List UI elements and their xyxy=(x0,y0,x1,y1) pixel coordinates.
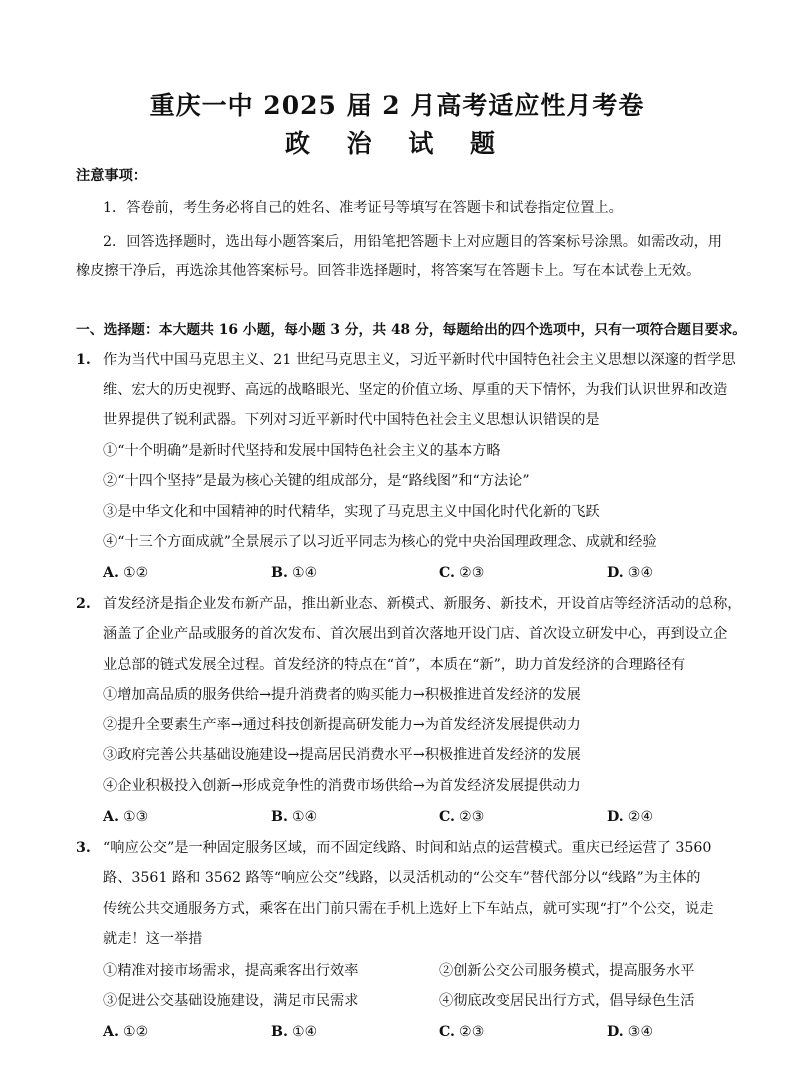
section-heading: 一、选择题：本大题共 16 小题，每小题 3 分，共 48 分，每题给出的四个选项中，只有一项符合题目要求。 xyxy=(76,322,747,338)
notice-heading: 注意事项： xyxy=(76,168,147,184)
question-number: 3. xyxy=(76,840,91,856)
statement-item: ④企业积极投入创新→形成竞争性的消费市场供给→为首发经济发展提供动力 xyxy=(103,778,581,794)
notice-item-2-line-1: 2．回答选择题时，选出每小题答案后，用铅笔把答题卡上对应题目的答案标号涂黑。如需改动，用 xyxy=(103,234,723,250)
statement-item: ③政府完善公共基础设施建设→提高居民消费水平→积极推进首发经济的发展 xyxy=(103,747,581,763)
option-d[interactable] xyxy=(607,564,653,582)
option-label: C. xyxy=(439,565,455,581)
option-text: ①④ xyxy=(291,565,318,581)
statement-item: ②提升全要素生产率→通过科技创新提高研发能力→为首发经济发展提供动力 xyxy=(103,717,581,733)
option-b[interactable] xyxy=(271,1023,317,1041)
option-text: ①② xyxy=(122,565,149,581)
option-text: ①② xyxy=(122,1024,149,1040)
question-stem-line: “响应公交”是一种固定服务区域，而不固定线路、时间和站点的运营模式。重庆已经运营了 3560 xyxy=(103,840,712,856)
option-label: A. xyxy=(103,1024,119,1040)
statement-item: ④“十三个方面成就”全景展示了以习近平同志为核心的党中央治国理政理念、成就和经验 xyxy=(103,534,657,550)
option-d[interactable] xyxy=(607,1023,653,1041)
question-stem-line: 路、3561 路和 3562 路等“响应公交”线路，以灵活机动的“公交车”替代部分以“线路”为主体的 xyxy=(103,870,701,886)
question-stem-line: 作为当代中国马克思主义、21 世纪马克思主义，习近平新时代中国特色社会主义思想以深邃的哲学思 xyxy=(103,352,736,368)
question-stem-line: 就走！这一举措 xyxy=(103,931,203,947)
exam-title: 重庆一中 2025 届 2 月高考适应性月考卷 xyxy=(149,91,645,120)
option-b[interactable] xyxy=(271,564,317,582)
option-text: ①④ xyxy=(291,809,318,825)
question-stem-line: 业总部的链式发展全过程。首发经济的特点在“首”，本质在“新”，助力首发经济的合理路径有 xyxy=(103,657,686,673)
option-label: D. xyxy=(607,1024,624,1040)
question-number: 1. xyxy=(76,352,91,368)
option-text: ③④ xyxy=(627,565,654,581)
question-stem-line: 首发经济是指企业发布新产品，推出新业态、新模式、新服务、新技术，开设首店等经济活动的总称， xyxy=(103,596,742,612)
option-d[interactable] xyxy=(607,808,653,826)
statement-item: ①“十个明确”是新时代坚持和发展中国特色社会主义的基本方略 xyxy=(103,443,501,459)
option-a[interactable] xyxy=(103,564,148,582)
question-stem-line: 涵盖了企业产品或服务的首次发布、首次展出到首次落地开设门店、首次设立研发中心，再到设立企 xyxy=(103,626,728,642)
statement-item: ③促进公交基础设施建设，满足市民需求 xyxy=(103,993,359,1009)
statement-item: ①增加高品质的服务供给→提升消费者的购买能力→积极推进首发经济的发展 xyxy=(103,687,581,703)
option-text: ②④ xyxy=(627,809,654,825)
option-text: ③④ xyxy=(627,1024,654,1040)
option-label: B. xyxy=(271,565,288,581)
notice-item-2-line-2: 橡皮擦干净后，再选涂其他答案标号。回答非选择题时，将答案写在答题卡上。写在本试卷上无效。 xyxy=(76,263,701,279)
subject-title: 政 治 试 题 xyxy=(284,129,510,158)
statement-item: ④彻底改变居民出行方式，倡导绿色生活 xyxy=(439,993,695,1009)
option-label: A. xyxy=(103,565,119,581)
question-stem-line: 世界提供了锐利武器。下列对习近平新时代中国特色社会主义思想认识错误的是 xyxy=(103,412,600,428)
option-text: ①④ xyxy=(291,1024,318,1040)
option-label: D. xyxy=(607,565,624,581)
question-number: 2. xyxy=(76,596,91,612)
statement-item: ③是中华文化和中国精神的时代精华，实现了马克思主义中国化时代化新的飞跃 xyxy=(103,504,600,520)
option-label: C. xyxy=(439,809,455,825)
option-label: B. xyxy=(271,1024,288,1040)
question-stem-line: 传统公共交通服务方式，乘客在出门前只需在手机上选好上下车站点，就可实现“打”个公交，说走 xyxy=(103,901,714,917)
option-a[interactable] xyxy=(103,808,148,826)
option-a[interactable] xyxy=(103,1023,148,1041)
option-c[interactable] xyxy=(439,808,484,826)
option-c[interactable] xyxy=(439,1023,484,1041)
option-c[interactable] xyxy=(439,564,484,582)
option-text: ②③ xyxy=(458,1024,485,1040)
statement-item: ①精准对接市场需求，提高乘客出行效率 xyxy=(103,963,359,979)
option-b[interactable] xyxy=(271,808,317,826)
option-text: ①③ xyxy=(122,809,149,825)
notice-item-1: 1．答卷前，考生务必将自己的姓名、准考证号等填写在答题卡和试卷指定位置上。 xyxy=(103,200,623,216)
option-label: C. xyxy=(439,1024,455,1040)
question-stem-line: 维、宏大的历史视野、高远的战略眼光、坚定的价值立场、厚重的天下情怀，为我们认识世界和改造 xyxy=(103,382,728,398)
option-label: D. xyxy=(607,809,624,825)
option-text: ②③ xyxy=(458,565,485,581)
statement-item: ②“十四个坚持”是最为核心关键的组成部分，是“路线图”和“方法论” xyxy=(103,473,530,489)
statement-item: ②创新公交公司服务模式，提高服务水平 xyxy=(439,963,695,979)
option-text: ②③ xyxy=(458,809,485,825)
option-label: B. xyxy=(271,809,288,825)
option-label: A. xyxy=(103,809,119,825)
